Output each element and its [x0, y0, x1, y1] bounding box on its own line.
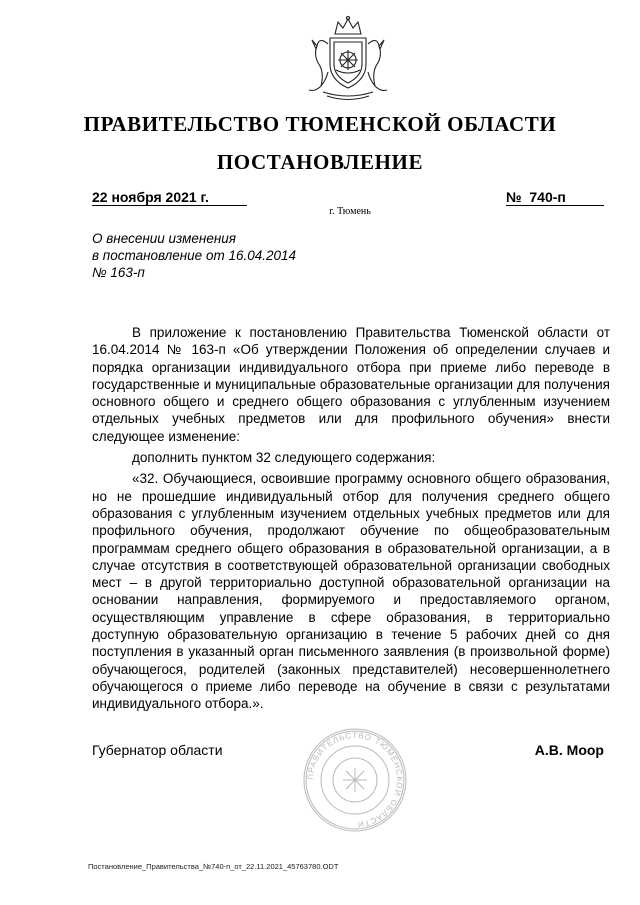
- signatory-title: Губернатор области: [92, 742, 223, 758]
- document-type: ПОСТАНОВЛЕНИЕ: [216, 150, 424, 174]
- body-paragraph: «32. Обучающиеся, освоившие программу основного общего образования, но не прошедшие индивидуальный отбор для получения среднего общего образования с углубленным изучением отдельных учебных предметов или для профильного обучения, продолжают обучение по общеобразовательным программам среднего общего образования в образовательной организации, а в случае отсутствия в соответствующей образовательной организации свободных мест – в другой территориально доступной образовательной организации на основании направления, формируемого и предоставляемого органом, осуществляющим управление в сфере образования, в территориально доступную образовательную организацию в течение 5 рабочих дней со дня поступления в указанный орган письменного заявления (в произвольной форме) обучающегося, родителей (законных представителей) несовершеннолетнего обучающегося о приеме либо переводе на обучение в связи с результатами индивидуального отбора.».: [92, 471, 610, 712]
- file-footer: Постановление_Правительства_№740-п_от_22.11.2021_45763780.ODT: [88, 862, 339, 871]
- document-city: г. Тюмень: [329, 206, 371, 217]
- subject-line: № 163-п: [92, 265, 145, 280]
- signatory-name: А.В. Моор: [534, 742, 604, 758]
- coat-of-arms-icon: [293, 14, 403, 102]
- document-number: № 740-п: [506, 189, 604, 206]
- subject-line: в постановление от 16.04.2014: [92, 248, 297, 263]
- official-seal: [302, 726, 408, 834]
- body-paragraph: дополнить пунктом 32 следующего содержания:: [132, 450, 436, 466]
- svg-text:ПРАВИТЕЛЬСТВО ТЮМЕНСКОЙ ОБЛАСТ: ПРАВИТЕЛЬСТВО ТЮМЕНСКОЙ ОБЛАСТИ: [305, 730, 405, 830]
- subject-line: О внесении изменения: [92, 231, 237, 246]
- document-subject: [92, 230, 332, 281]
- document-date: 22 ноября 2021 г.: [92, 189, 247, 206]
- document-body: [92, 324, 610, 713]
- body-paragraph: В приложение к постановлению Правительства Тюменской области от 16.04.2014 № 163-п «Об утверждении Положения об определении случаев и порядка организации индивидуального отбора при приеме либо переводе в государственные и муниципальные образовательные организации для получения основного общего и среднего общего образования с углубленным изучением отдельных учебных предметов или для профильного обучения» внести следующее изменение:: [92, 325, 610, 444]
- organization-name: ПРАВИТЕЛЬСТВО ТЮМЕНСКОЙ ОБЛАСТИ: [83, 112, 557, 136]
